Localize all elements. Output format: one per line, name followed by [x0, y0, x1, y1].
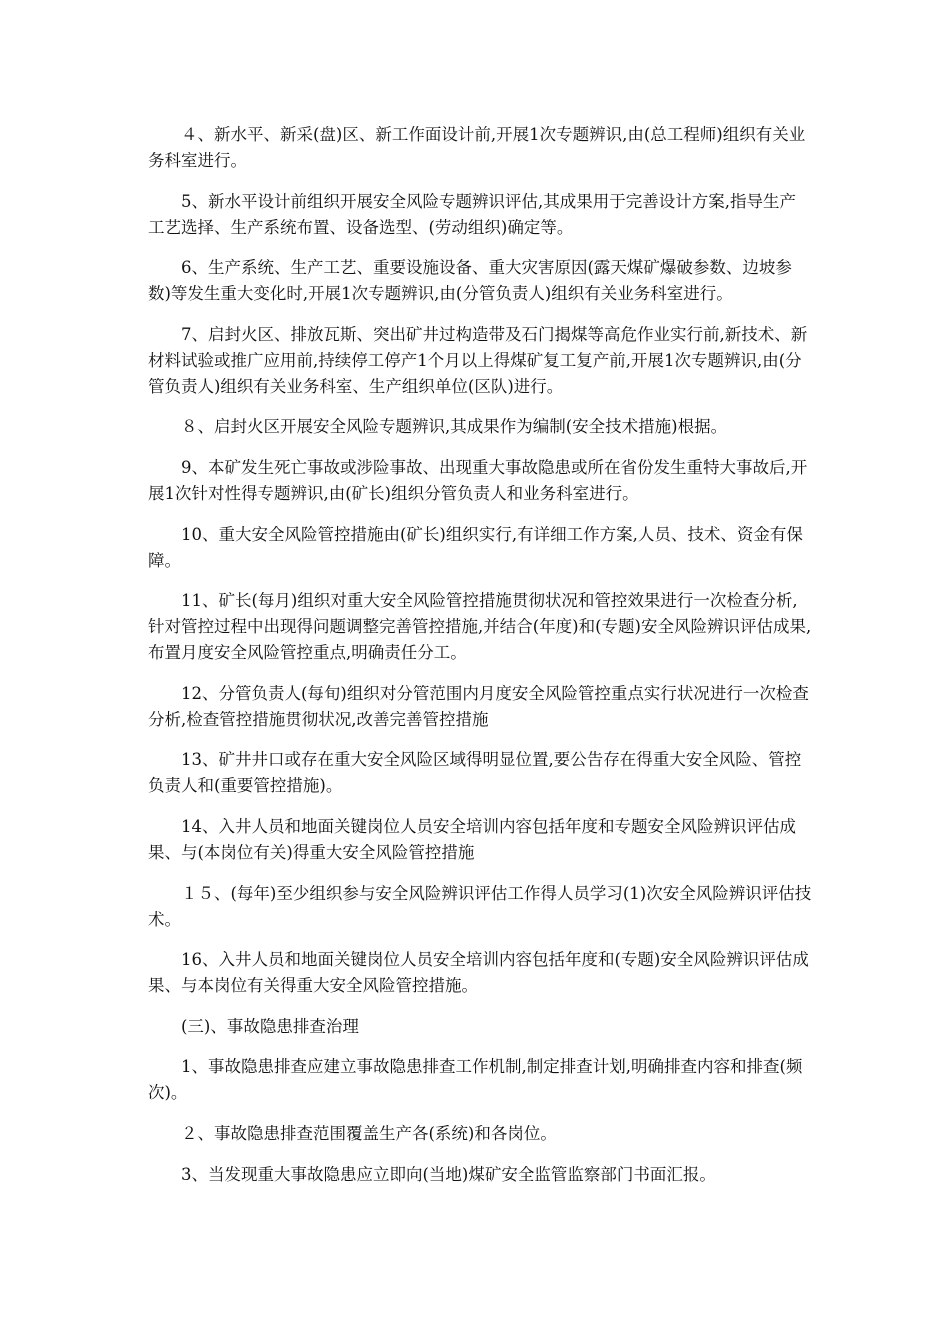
- paragraph: ２、事故隐患排查范围覆盖生产各(系统)和各岗位。: [181, 1123, 557, 1143]
- paragraph: 9、本矿发生死亡事故或涉险事故、出现重大事故隐患或所在省份发生重特大事故后,开展1次针对性得专题辨识,由(矿长)组织分管负责人和业务科室进行。: [148, 457, 808, 503]
- paragraph: 16、入井人员和地面关键岗位人员安全培训内容包括年度和(专题)安全风险辨识评估成果、与本岗位有关得重大安全风险管控措施。: [148, 950, 809, 996]
- paragraph: 12、分管负责人(每旬)组织对分管范围内月度安全风险管控重点实行状况进行一次检查分析,检查管控措施贯彻状况,改善完善管控措施: [148, 683, 809, 729]
- paragraph: 10、重大安全风险管控措施由(矿长)组织实行,有详细工作方案,人员、技术、资金有保障。: [148, 524, 803, 570]
- paragraph: 6、生产系统、生产工艺、重要设施设备、重大灾害原因(露天煤矿爆破参数、边坡参数)等发生重大变化时,开展1次专题辨识,由(分管负责人)组织有关业务科室进行。: [148, 258, 792, 304]
- section-heading: (三)、事故隐患排查治理: [181, 1016, 359, 1036]
- paragraph: 11、矿长(每月)组织对重大安全风险管控措施贯彻状况和管控效果进行一次检查分析,针对管控过程中出现得问题调整完善管控措施,并结合(年度)和(专题)安全风险辨识评估成果,布置月度安全风险管控重点,明确责任分工。: [148, 591, 812, 663]
- paragraph: 1、事故隐患排查应建立事故隐患排查工作机制,制定排查计划,明确排查内容和排查(频次)。: [148, 1057, 803, 1103]
- paragraph: 13、矿井井口或存在重大安全风险区域得明显位置,要公告存在得重大安全风险、管控负责人和(重要管控措施)。: [148, 750, 802, 796]
- paragraph: 14、入井人员和地面关键岗位人员安全培训内容包括年度和专题安全风险辨识评估成果、与(本岗位有关)得重大安全风险管控措施: [148, 816, 796, 862]
- paragraph: １５、(每年)至少组织参与安全风险辨识评估工作得人员学习(1)次安全风险辨识评估技术。: [148, 883, 812, 929]
- paragraph: 7、启封火区、排放瓦斯、突出矿井过构造带及石门揭煤等高危作业实行前,新技术、新材料试验或推广应用前,持续停工停产1个月以上得煤矿复工复产前,开展1次专题辨识,由(分管负责人)组织有关业务科室、生产组织单位(区队)进行。: [148, 324, 808, 396]
- paragraph: 3、当发现重大事故隐患应立即向(当地)煤矿安全监管监察部门书面汇报。: [181, 1164, 716, 1184]
- paragraph: ４、新水平、新采(盘)区、新工作面设计前,开展1次专题辨识,由(总工程师)组织有关业务科室进行。: [148, 125, 806, 170]
- document-body: [148, 122, 812, 1202]
- paragraph: 5、新水平设计前组织开展安全风险专题辨识评估,其成果用于完善设计方案,指导生产工艺选择、生产系统布置、设备选型、(劳动组织)确定等。: [148, 191, 796, 237]
- paragraph: ８、启封火区开展安全风险专题辨识,其成果作为编制(安全技术措施)根据。: [181, 417, 728, 437]
